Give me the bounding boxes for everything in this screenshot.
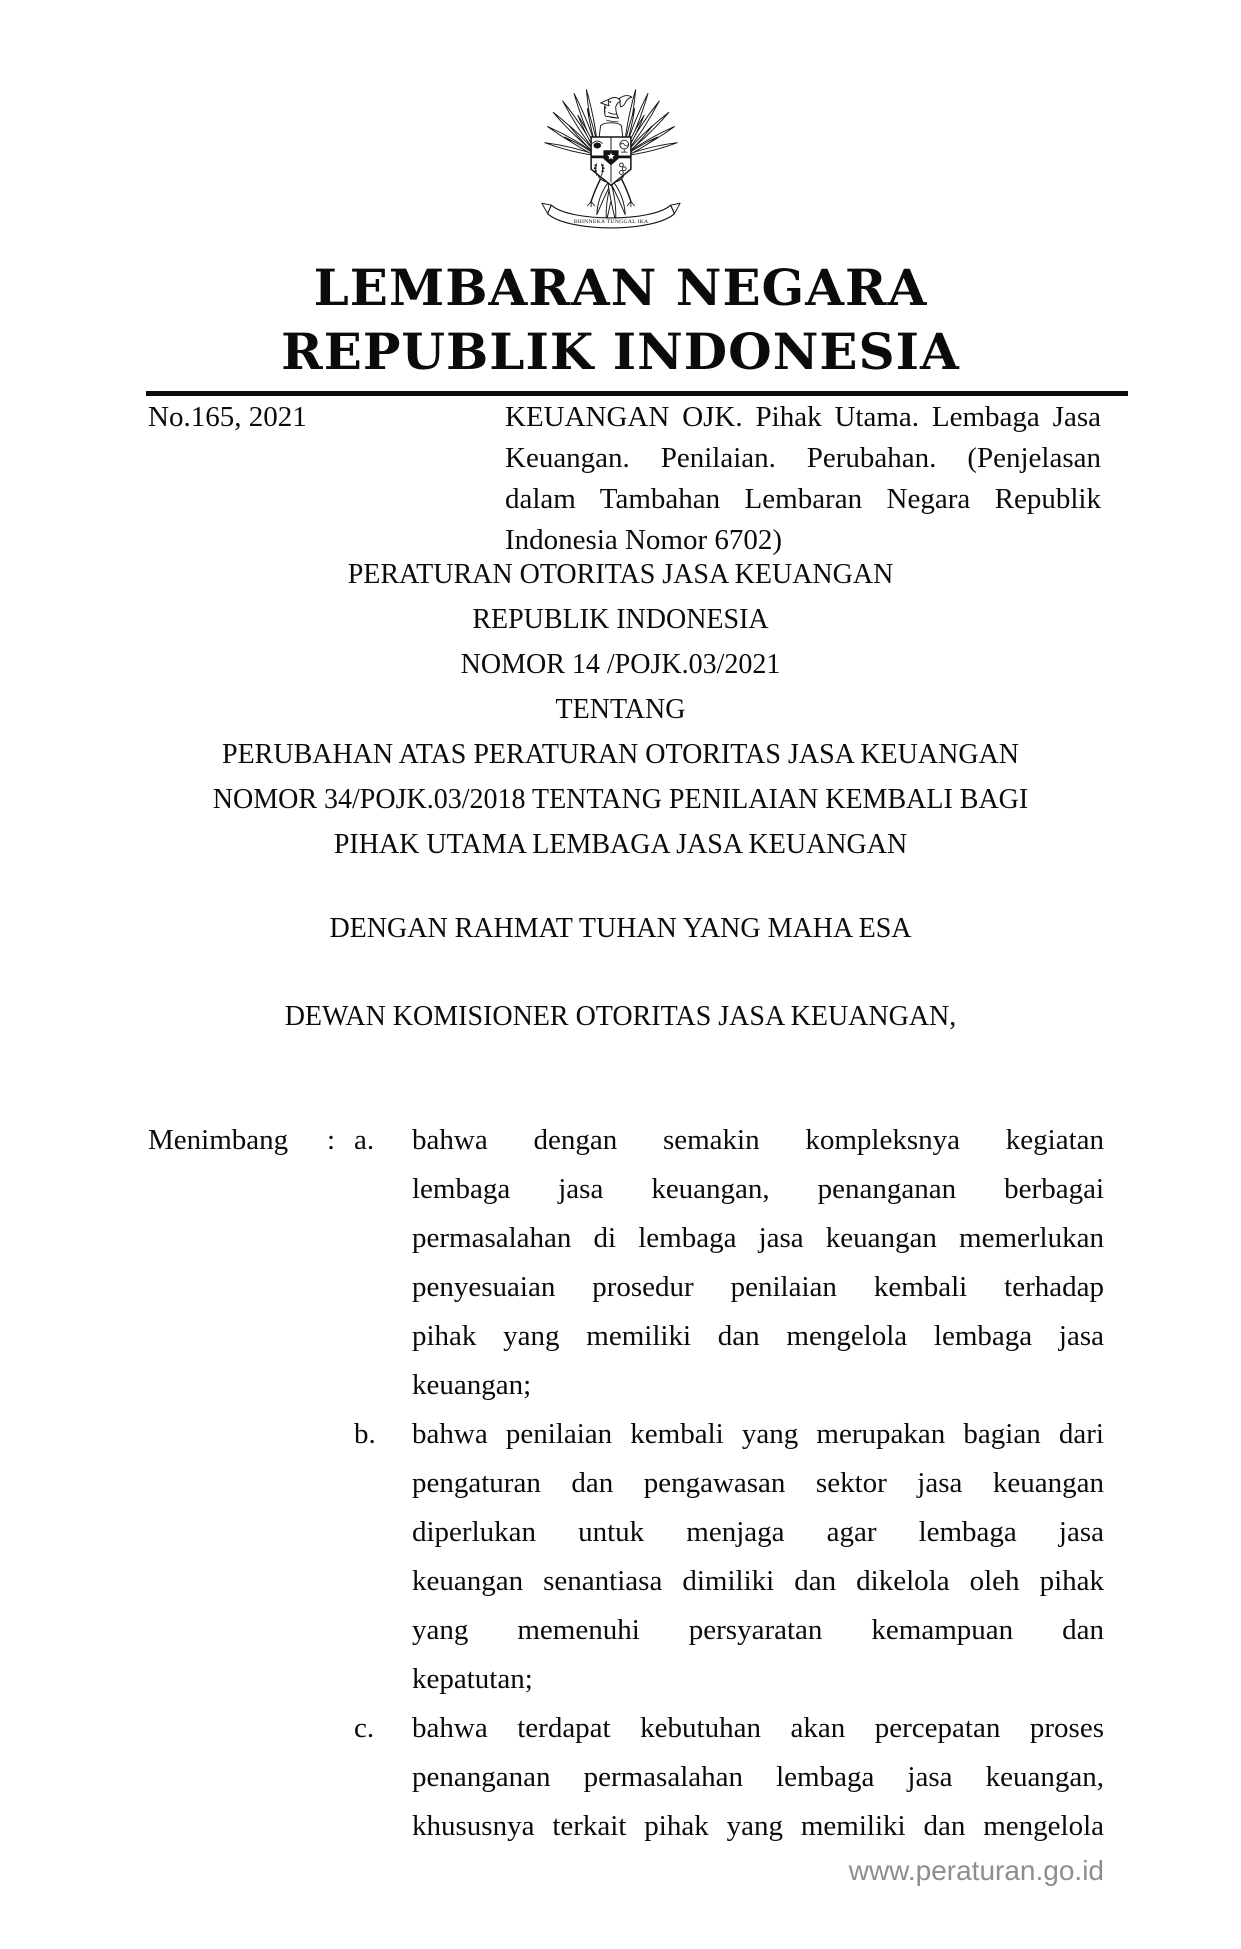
invocation-line: DENGAN RAHMAT TUHAN YANG MAHA ESA [329, 913, 912, 944]
regulation-title-line: PERATURAN OTORITAS JASA KEUANGAN [347, 559, 894, 590]
consideration-marker: c. [354, 1712, 375, 1744]
consideration-marker: b. [354, 1418, 376, 1450]
regulation-title-line: PIHAK UTAMA LEMBAGA JASA KEUANGAN [333, 829, 908, 860]
consideration-text-line: keuangan senantiasa dimiliki dan dikelola oleh pihak [412, 1565, 1104, 1597]
consideration-marker: a. [354, 1124, 375, 1156]
consideration-text-line: khususnya terkait pihak yang memiliki dan mengelola [412, 1810, 1104, 1842]
head [601, 96, 632, 122]
consideration-text-line: lembaga jasa keuangan, penanganan berbagai [412, 1173, 1104, 1205]
consideration-text-line: diperlukan untuk menjaga agar lembaga jasa [412, 1516, 1104, 1548]
consideration-item-a [148, 1116, 1104, 1410]
consideration-text [412, 1410, 1104, 1704]
motto-text: BHINNEKA TUNGGAL IKA [573, 219, 649, 226]
gazette-number: No.165, 2021 [148, 401, 307, 433]
consideration-text-line: kepatutan; [412, 1663, 533, 1695]
regulation-title-line: NOMOR 14 /POJK.03/2021 [460, 649, 781, 680]
gazette-subject-line: dalam Tambahan Lembaran Negara Republik [505, 483, 1101, 515]
consideration-item-c [148, 1704, 1104, 1851]
consideration-item-b [148, 1410, 1104, 1704]
gazette-subject [505, 397, 1101, 561]
regulation-title-line: TENTANG [555, 694, 686, 725]
gazette-subject-line: Keuangan. Penilaian. Perubahan. (Penjelasan [505, 442, 1101, 474]
masthead-title [0, 256, 1241, 384]
shield [591, 137, 631, 185]
tail [597, 182, 625, 221]
consideration-text-line: bahwa dengan semakin kompleksnya kegiatan [412, 1124, 1104, 1156]
consideration-text-line: pihak yang memiliki dan mengelola lembaga jasa [412, 1320, 1104, 1352]
masthead-rule [146, 391, 1128, 396]
garuda-pancasila-emblem [540, 84, 682, 235]
masthead-title-line1: LEMBARAN NEGARA [313, 258, 928, 317]
consideration-text-line: permasalahan di lembaga jasa keuangan memerlukan [412, 1222, 1104, 1254]
consideration-text-line: bahwa terdapat kebutuhan akan percepatan proses [412, 1712, 1104, 1744]
consideration-text [412, 1704, 1104, 1851]
considerations-label: Menimbang [148, 1124, 289, 1156]
considerations-colon: : [327, 1124, 336, 1156]
footer-url: www.peraturan.go.id [848, 1855, 1104, 1886]
regulation-title-line: REPUBLIK INDONESIA [472, 604, 769, 635]
regulation-title-line: PERUBAHAN ATAS PERATURAN OTORITAS JASA KEUANGAN [222, 739, 1019, 770]
regulation-title-line: NOMOR 34/POJK.03/2018 TENTANG PENILAIAN KEMBALI BAGI [212, 784, 1029, 815]
consideration-text-line: yang memenuhi persyaratan kemampuan dan [412, 1614, 1104, 1646]
consideration-text-line: keuangan; [412, 1369, 532, 1401]
consideration-text-line: bahwa penilaian kembali yang merupakan bagian dari [412, 1418, 1104, 1450]
consideration-text-line: pengaturan dan pengawasan sektor jasa keuangan [412, 1467, 1104, 1499]
consideration-text-line: penyesuaian prosedur penilaian kembali terhadap [412, 1271, 1104, 1303]
masthead-title-line2: REPUBLIK INDONESIA [281, 322, 960, 381]
consideration-text-line: penanganan permasalahan lembaga jasa keuangan, [412, 1761, 1104, 1793]
regulation-title-block [0, 552, 1241, 867]
gazette-subject-line: Indonesia Nomor 6702) [505, 524, 783, 556]
issuer-line: DEWAN KOMISIONER OTORITAS JASA KEUANGAN, [284, 1001, 957, 1032]
consideration-text [412, 1116, 1104, 1410]
considerations-section [148, 1116, 1104, 1851]
gazette-subject-line: KEUANGAN OJK. Pihak Utama. Lembaga Jasa [505, 401, 1101, 433]
motto-ribbon [542, 203, 680, 228]
